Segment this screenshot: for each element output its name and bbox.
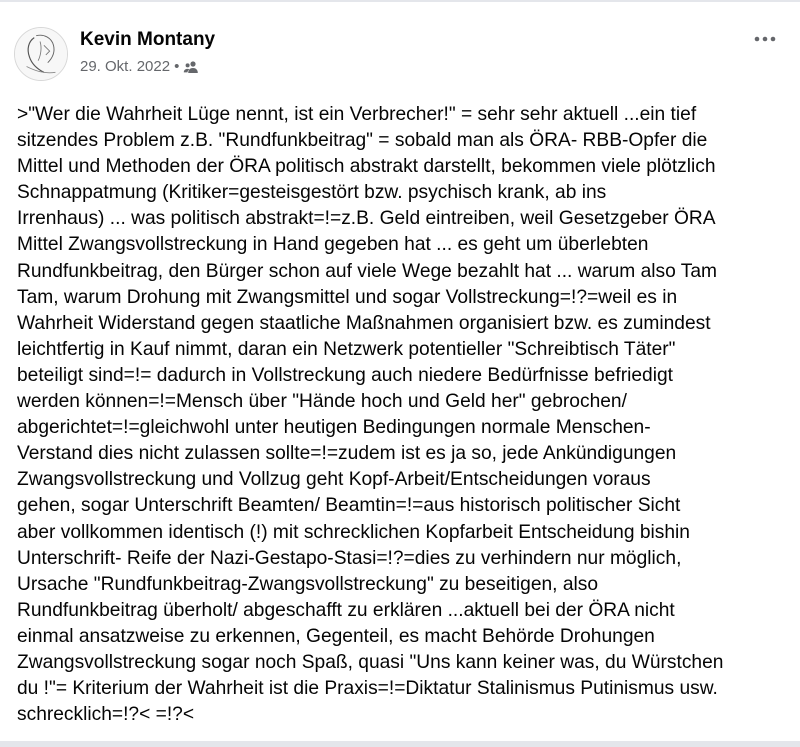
more-options-button[interactable] <box>748 26 782 52</box>
author-avatar[interactable] <box>14 27 68 81</box>
post-body-text: >"Wer die Wahrheit Lüge nennt, ist ein Verbrecher!" = sehr sehr aktuell ...ein tief sitzendes Problem z.B. "Rundfunkbeitrag" = sobald man als ÖRA- RBB-Opfer die Mittel und Methoden der ÖRA politisch abstrakt darstellt, bekommen viele plötzlich Schnappatmung (Kritiker=gesteisgestört bzw. psychisch krank, ab ins Irrenhaus) ... was politisch abstrakt=!=z.B. Geld eintreiben, weil Gesetzgeber ÖRA Mittel Zwangsvollstreckung in Hand gegeben hat ... es geht um überlebten Rundfunkbeitrag, den Bürger schon auf viele Wege bezahlt hat ... warum also Tam Tam, warum Drohung mit Zwangsmittel und sogar Vollstreckung=!?=weil es in Wahrheit Widerstand gegen staatliche Maßnahmen organisiert bzw. es zumindest leichtfertig in Kauf nimmt, daran ein Netzwerk potentieller "Schreibtisch Täter" beteiligt sind=!= dadurch in Vollstreckung auch niedere Bedürfnisse befriedigt werden können=!=Mensch über "Hände hoch und Geld her" gebrochen/ abgerichtet=!=gleichwohl unter heutigen Bedingungen normale Menschen- Verstand dies nicht zulassen sollte=!=zudem ist es ja so, jede Ankündigungen Zwangsvollstreckung und Vollzug geht Kopf-Arbeit/Entscheidungen voraus gehen, sogar Unterschrift Beamten/ Beamtin=!=aus historisch politischer Sicht aber vollkommen identisch (!) mit schrecklichen Kopfarbeit Entscheidung bishin Unterschrift- Reife der Nazi-Gestapo-Stasi=!?=dies zu verhindern nur möglich, Ursache "Rundfunkbeitrag-Zwangsvollstreckung" zu beseitigen, also Rundfunkbeitrag überholt/ abgeschafft zu erklären ...aktuell bei der ÖRA nicht einmal ansatzweise zu erkennen, Gegenteil, es macht Behörde Drohungen Zwangsvollstreckung sogar noch Spaß, quasi "Uns kann keiner was, du Würstchen du !"= Kriterium der Wahrheit ist die Praxis=!=Diktatur Stalinismus Putinismus usw. schrecklich=!?< =!?< <box>17 104 724 726</box>
friends-icon[interactable] <box>183 60 199 74</box>
top-divider <box>0 0 800 2</box>
bottom-divider <box>0 741 800 747</box>
more-options-icon <box>753 35 777 43</box>
author-name-link[interactable]: Kevin Montany <box>80 29 216 50</box>
avatar-sketch-image <box>15 28 67 80</box>
post-date-link[interactable]: 29. Okt. 2022 <box>80 58 171 75</box>
post-meta <box>80 58 199 75</box>
meta-separator: • <box>174 58 180 75</box>
